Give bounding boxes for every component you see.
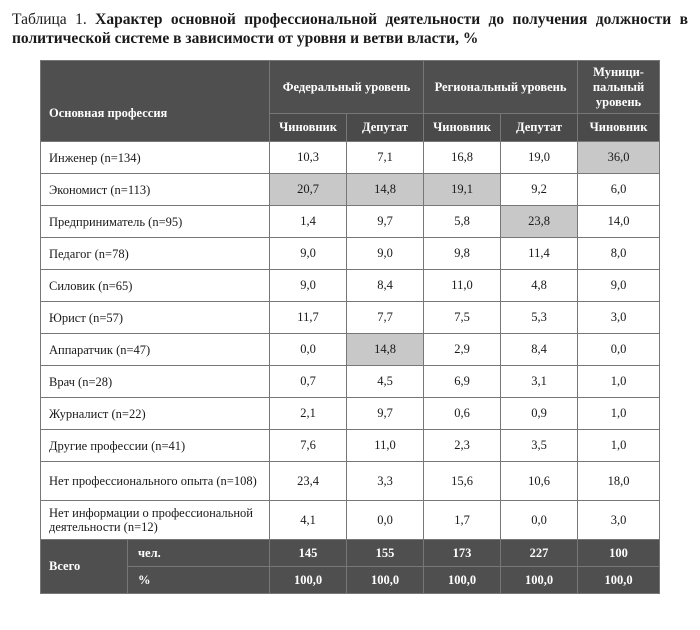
total-cell: 100,0: [424, 567, 501, 594]
value-cell: 8,0: [578, 238, 660, 270]
total-row-percent: [41, 567, 660, 594]
value-cell: 0,0: [347, 501, 424, 540]
table-row: [41, 398, 660, 430]
value-cell: 9,0: [347, 238, 424, 270]
row-label: Предприниматель (n=95): [41, 206, 270, 238]
value-cell: 2,9: [424, 334, 501, 366]
value-cell: 0,7: [270, 366, 347, 398]
value-cell: 1,4: [270, 206, 347, 238]
row-label: Педагог (n=78): [41, 238, 270, 270]
total-cell: 155: [347, 540, 424, 567]
value-cell: 14,8: [347, 174, 424, 206]
row-label: Инженер (n=134): [41, 142, 270, 174]
table-caption: [12, 10, 688, 48]
table-row: [41, 501, 660, 540]
value-cell: 3,5: [501, 430, 578, 462]
row-label: Нет профессионального опыта (n=108): [41, 462, 270, 501]
value-cell: 3,3: [347, 462, 424, 501]
total-cell: 100,0: [578, 567, 660, 594]
total-row-count: [41, 540, 660, 567]
table-row: [41, 270, 660, 302]
value-cell: 11,0: [347, 430, 424, 462]
value-cell: 4,8: [501, 270, 578, 302]
value-cell: 19,1: [424, 174, 501, 206]
value-cell: 1,0: [578, 430, 660, 462]
table-row: [41, 334, 660, 366]
value-cell: 1,7: [424, 501, 501, 540]
value-cell: 11,7: [270, 302, 347, 334]
caption-title: Характер основной профессиональной деятельности до получения должности в политической системе в зависимости от уровня и ветви власти, %: [12, 11, 688, 47]
total-cell: 100,0: [347, 567, 424, 594]
value-cell: 3,1: [501, 366, 578, 398]
value-cell: 6,9: [424, 366, 501, 398]
profession-table: [40, 60, 660, 594]
table-body: [41, 142, 660, 540]
value-cell: 20,7: [270, 174, 347, 206]
table-row: [41, 206, 660, 238]
value-cell: 14,8: [347, 334, 424, 366]
total-cell: 145: [270, 540, 347, 567]
row-label: Юрист (n=57): [41, 302, 270, 334]
value-cell: 11,4: [501, 238, 578, 270]
value-cell: 9,0: [270, 270, 347, 302]
total-label: Всего: [41, 540, 128, 594]
header-municipal: Муници-пальный уровень: [578, 61, 660, 114]
table-footer: [41, 540, 660, 594]
value-cell: 23,8: [501, 206, 578, 238]
table-row: [41, 302, 660, 334]
value-cell: 9,7: [347, 206, 424, 238]
total-cell: 227: [501, 540, 578, 567]
total-cell: 100: [578, 540, 660, 567]
header-federal: Федеральный уровень: [270, 61, 424, 114]
value-cell: 7,5: [424, 302, 501, 334]
value-cell: 0,0: [501, 501, 578, 540]
value-cell: 2,3: [424, 430, 501, 462]
value-cell: 0,0: [578, 334, 660, 366]
subheader-municipal-official: Чиновник: [578, 114, 660, 142]
subheader-federal-official: Чиновник: [270, 114, 347, 142]
total-unit: %: [128, 567, 270, 594]
row-label: Аппаратчик (n=47): [41, 334, 270, 366]
total-unit: чел.: [128, 540, 270, 567]
value-cell: 9,0: [270, 238, 347, 270]
value-cell: 0,0: [270, 334, 347, 366]
value-cell: 8,4: [347, 270, 424, 302]
value-cell: 10,6: [501, 462, 578, 501]
value-cell: 11,0: [424, 270, 501, 302]
row-label: Экономист (n=113): [41, 174, 270, 206]
value-cell: 7,6: [270, 430, 347, 462]
value-cell: 5,3: [501, 302, 578, 334]
value-cell: 8,4: [501, 334, 578, 366]
total-cell: 100,0: [501, 567, 578, 594]
value-cell: 36,0: [578, 142, 660, 174]
value-cell: 14,0: [578, 206, 660, 238]
value-cell: 1,0: [578, 366, 660, 398]
value-cell: 4,1: [270, 501, 347, 540]
table-row: [41, 174, 660, 206]
row-label: Силовик (n=65): [41, 270, 270, 302]
value-cell: 7,7: [347, 302, 424, 334]
total-cell: 173: [424, 540, 501, 567]
value-cell: 7,1: [347, 142, 424, 174]
header-row-groups: [41, 61, 660, 114]
value-cell: 4,5: [347, 366, 424, 398]
value-cell: 15,6: [424, 462, 501, 501]
value-cell: 18,0: [578, 462, 660, 501]
value-cell: 19,0: [501, 142, 578, 174]
table-row: [41, 366, 660, 398]
row-label: Нет информации о профессиональной деятельности (n=12): [41, 501, 270, 540]
value-cell: 9,0: [578, 270, 660, 302]
value-cell: 1,0: [578, 398, 660, 430]
caption-label: Таблица 1.: [12, 11, 87, 28]
table-row: [41, 462, 660, 501]
value-cell: 9,8: [424, 238, 501, 270]
value-cell: 6,0: [578, 174, 660, 206]
subheader-regional-deputy: Депутат: [501, 114, 578, 142]
value-cell: 9,2: [501, 174, 578, 206]
value-cell: 16,8: [424, 142, 501, 174]
row-label: Другие профессии (n=41): [41, 430, 270, 462]
value-cell: 23,4: [270, 462, 347, 501]
subheader-regional-official: Чиновник: [424, 114, 501, 142]
value-cell: 0,6: [424, 398, 501, 430]
row-label: Журналист (n=22): [41, 398, 270, 430]
value-cell: 5,8: [424, 206, 501, 238]
header-profession: Основная профессия: [41, 61, 270, 142]
table-row: [41, 142, 660, 174]
value-cell: 3,0: [578, 501, 660, 540]
row-label: Врач (n=28): [41, 366, 270, 398]
value-cell: 2,1: [270, 398, 347, 430]
value-cell: 9,7: [347, 398, 424, 430]
value-cell: 10,3: [270, 142, 347, 174]
value-cell: 3,0: [578, 302, 660, 334]
table-row: [41, 238, 660, 270]
header-regional: Региональный уровень: [424, 61, 578, 114]
table-row: [41, 430, 660, 462]
total-cell: 100,0: [270, 567, 347, 594]
subheader-federal-deputy: Депутат: [347, 114, 424, 142]
value-cell: 0,9: [501, 398, 578, 430]
